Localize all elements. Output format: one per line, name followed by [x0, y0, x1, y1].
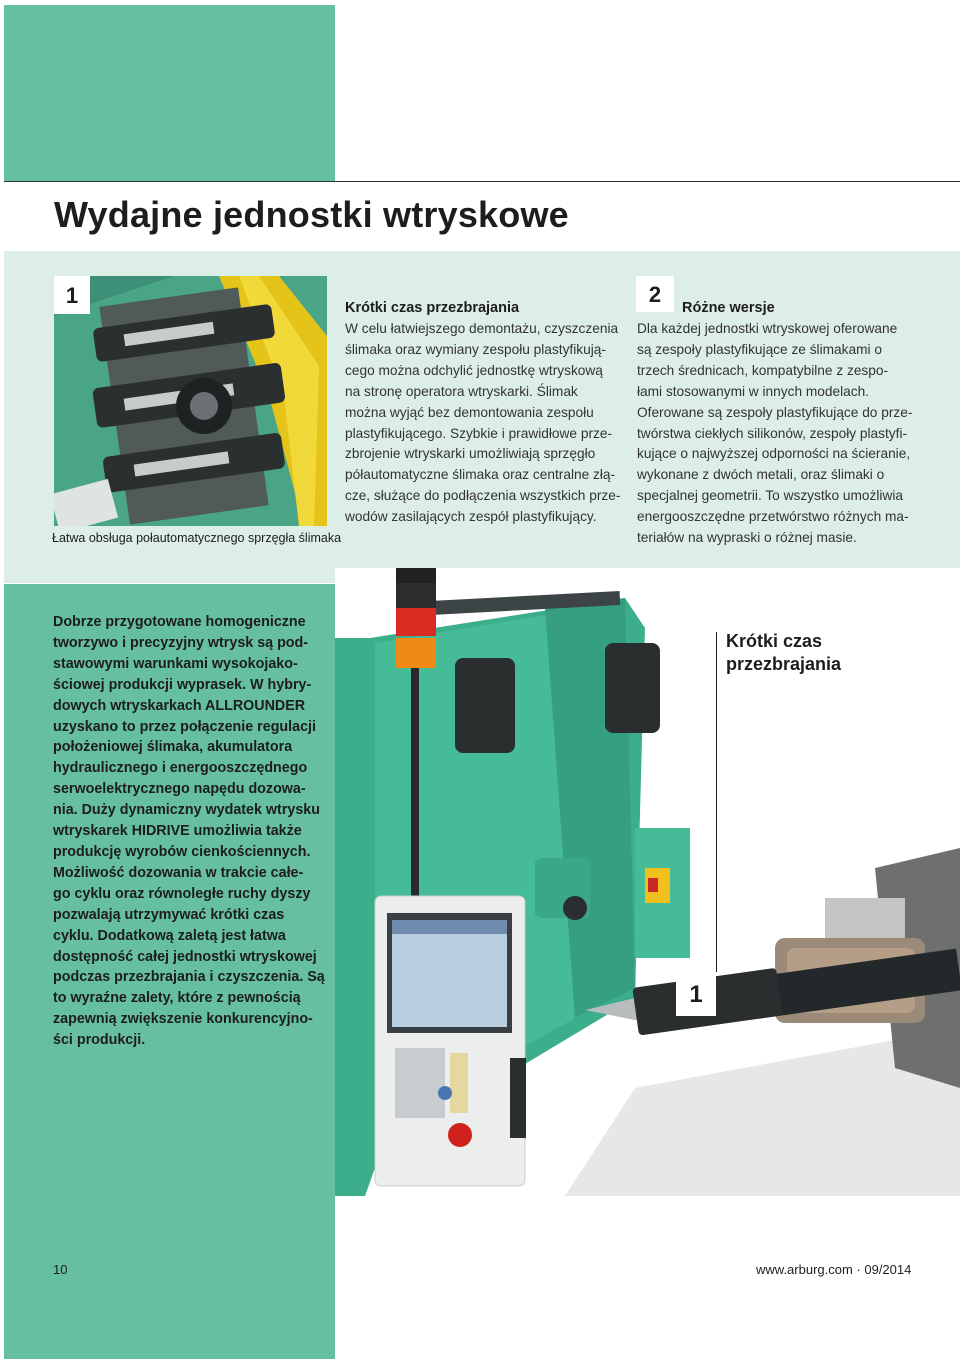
text-line: Dobrze przygotowane homogeniczne [53, 614, 306, 630]
text-line: ślimaka oraz wymiany zespołu plastyfikują- [345, 341, 606, 357]
text-line: hydraulicznego i energooszczędnego [53, 760, 308, 777]
text-line: tworzywo i precyzyjny wtrysk są pod- [53, 634, 309, 651]
text-line: dostępność całej jednostki wtryskowej [53, 948, 317, 965]
text-line: położeniowej ślimaka, akumulatora [53, 739, 293, 756]
text-line: specjalnej geometrii. To wszystko umożliwia [637, 488, 903, 504]
text-line: dowych wtryskarkach ALLROUNDER [53, 697, 306, 714]
text-line: zapewnią zwiększenie konkurencyjno- [53, 1011, 313, 1028]
text-line: Dla każdej jednostki wtryskowej oferowane [637, 321, 898, 336]
section-1-body [345, 319, 630, 528]
text-line: są zespoły plastyfikujące ze ślimakami o [637, 341, 882, 357]
text-line: cze, służące do podłączenia wszystkich prze- [345, 488, 621, 504]
feed-unit-illustration [54, 276, 327, 526]
text-line: uzyskano to przez połączenie regulacji [53, 718, 316, 735]
text-line: teriałów na wypraski o różnej masie. [637, 530, 857, 546]
text-line: twórstwa ciekłych silikonów, zespoły plastyfi- [637, 425, 908, 441]
figure-1-number: 1 [54, 276, 90, 314]
figure-1-caption: Łatwa obsługa połautomatycznego sprzęgła ślimaka [52, 531, 342, 545]
callout-line [716, 632, 717, 972]
text-line: trzech średnicach, kompatybilne z zespo- [637, 362, 889, 378]
callout-number: 1 [676, 972, 716, 1016]
text-line: ści produkcji. [53, 1032, 146, 1049]
green-column-top [4, 5, 335, 181]
injection-machine-illustration [335, 568, 960, 1196]
text-line: zbrojenie wtryskarki umożliwiają sprzęgło [345, 446, 596, 462]
text-line: go cyklu oraz równoległe ruchy dyszy [53, 885, 311, 902]
page-title: Wydajne jednostki wtryskowe [54, 194, 569, 235]
text-line: nia. Duży dynamiczny wydatek wtrysku [53, 802, 320, 819]
section-2-title: Różne wersje [682, 300, 775, 316]
callout-title [726, 630, 841, 676]
text-line: cego można odchylić jednostkę wtryskową [345, 362, 603, 378]
section-2-number: 2 [636, 276, 674, 312]
feed-unit-photo [54, 276, 327, 526]
text-line: to wyraźne zalety, które z pewnością [53, 990, 301, 1007]
text-line: można wyjąć bez demontowania zespołu [345, 404, 594, 420]
footer-url[interactable]: www.arburg.com · 09/2014 [756, 1262, 912, 1277]
text-line: cyklu. Dodatkową zaletą jest łatwa [53, 927, 286, 944]
text-line: wtryskarek HIDRIVE umożliwia także [53, 823, 302, 840]
text-line: kujące o najwyższej odporności na ścieranie, [637, 446, 911, 462]
text-line: przezbrajania [726, 654, 842, 674]
lead-paragraph [53, 612, 333, 1051]
text-line: łami stosowanymi w innych modelach. [637, 383, 870, 399]
text-line: podczas przezbrajania i czyszczenia. Są [53, 969, 325, 986]
section-1-title: Krótki czas przezbrajania [345, 300, 520, 316]
machine-photo [335, 568, 960, 1196]
text-line: plastyfikującego. Szybkie i prawidłowe prze- [345, 425, 613, 441]
text-line: pozwalają utrzymywać krótki czas [53, 906, 285, 923]
page-number: 10 [53, 1262, 68, 1277]
text-line: wodów zasilających zespół plastyfikujący. [345, 509, 597, 525]
text-line: produkcję wyrobów cienkościennych. [53, 843, 311, 860]
text-line: serwoelektrycznego napędu dozowa- [53, 781, 306, 798]
text-line: W celu łatwiejszego demontażu, czyszczenia [345, 321, 619, 336]
section-2-body [637, 319, 922, 549]
text-line: Oferowane są zespoły plastyfikujące do prze- [637, 404, 913, 420]
text-line: Krótki czas [726, 631, 823, 651]
text-line: ściowej produkcji wyprasek. W hybry- [53, 676, 312, 693]
text-line: wykonane z dwóch metali, oraz ślimaki o [637, 467, 885, 483]
text-line: energooszczędne przetwórstwo różnych ma- [637, 509, 909, 525]
text-line: na stronę operatora wtryskarki. Ślimak [345, 383, 578, 399]
text-line: stawowymi warunkami wysokojako- [53, 655, 298, 672]
text-line: Możliwość dozowania w trakcie całe- [53, 864, 304, 881]
text-line: półautomatyczne ślimaka oraz centralne złą- [345, 467, 616, 483]
